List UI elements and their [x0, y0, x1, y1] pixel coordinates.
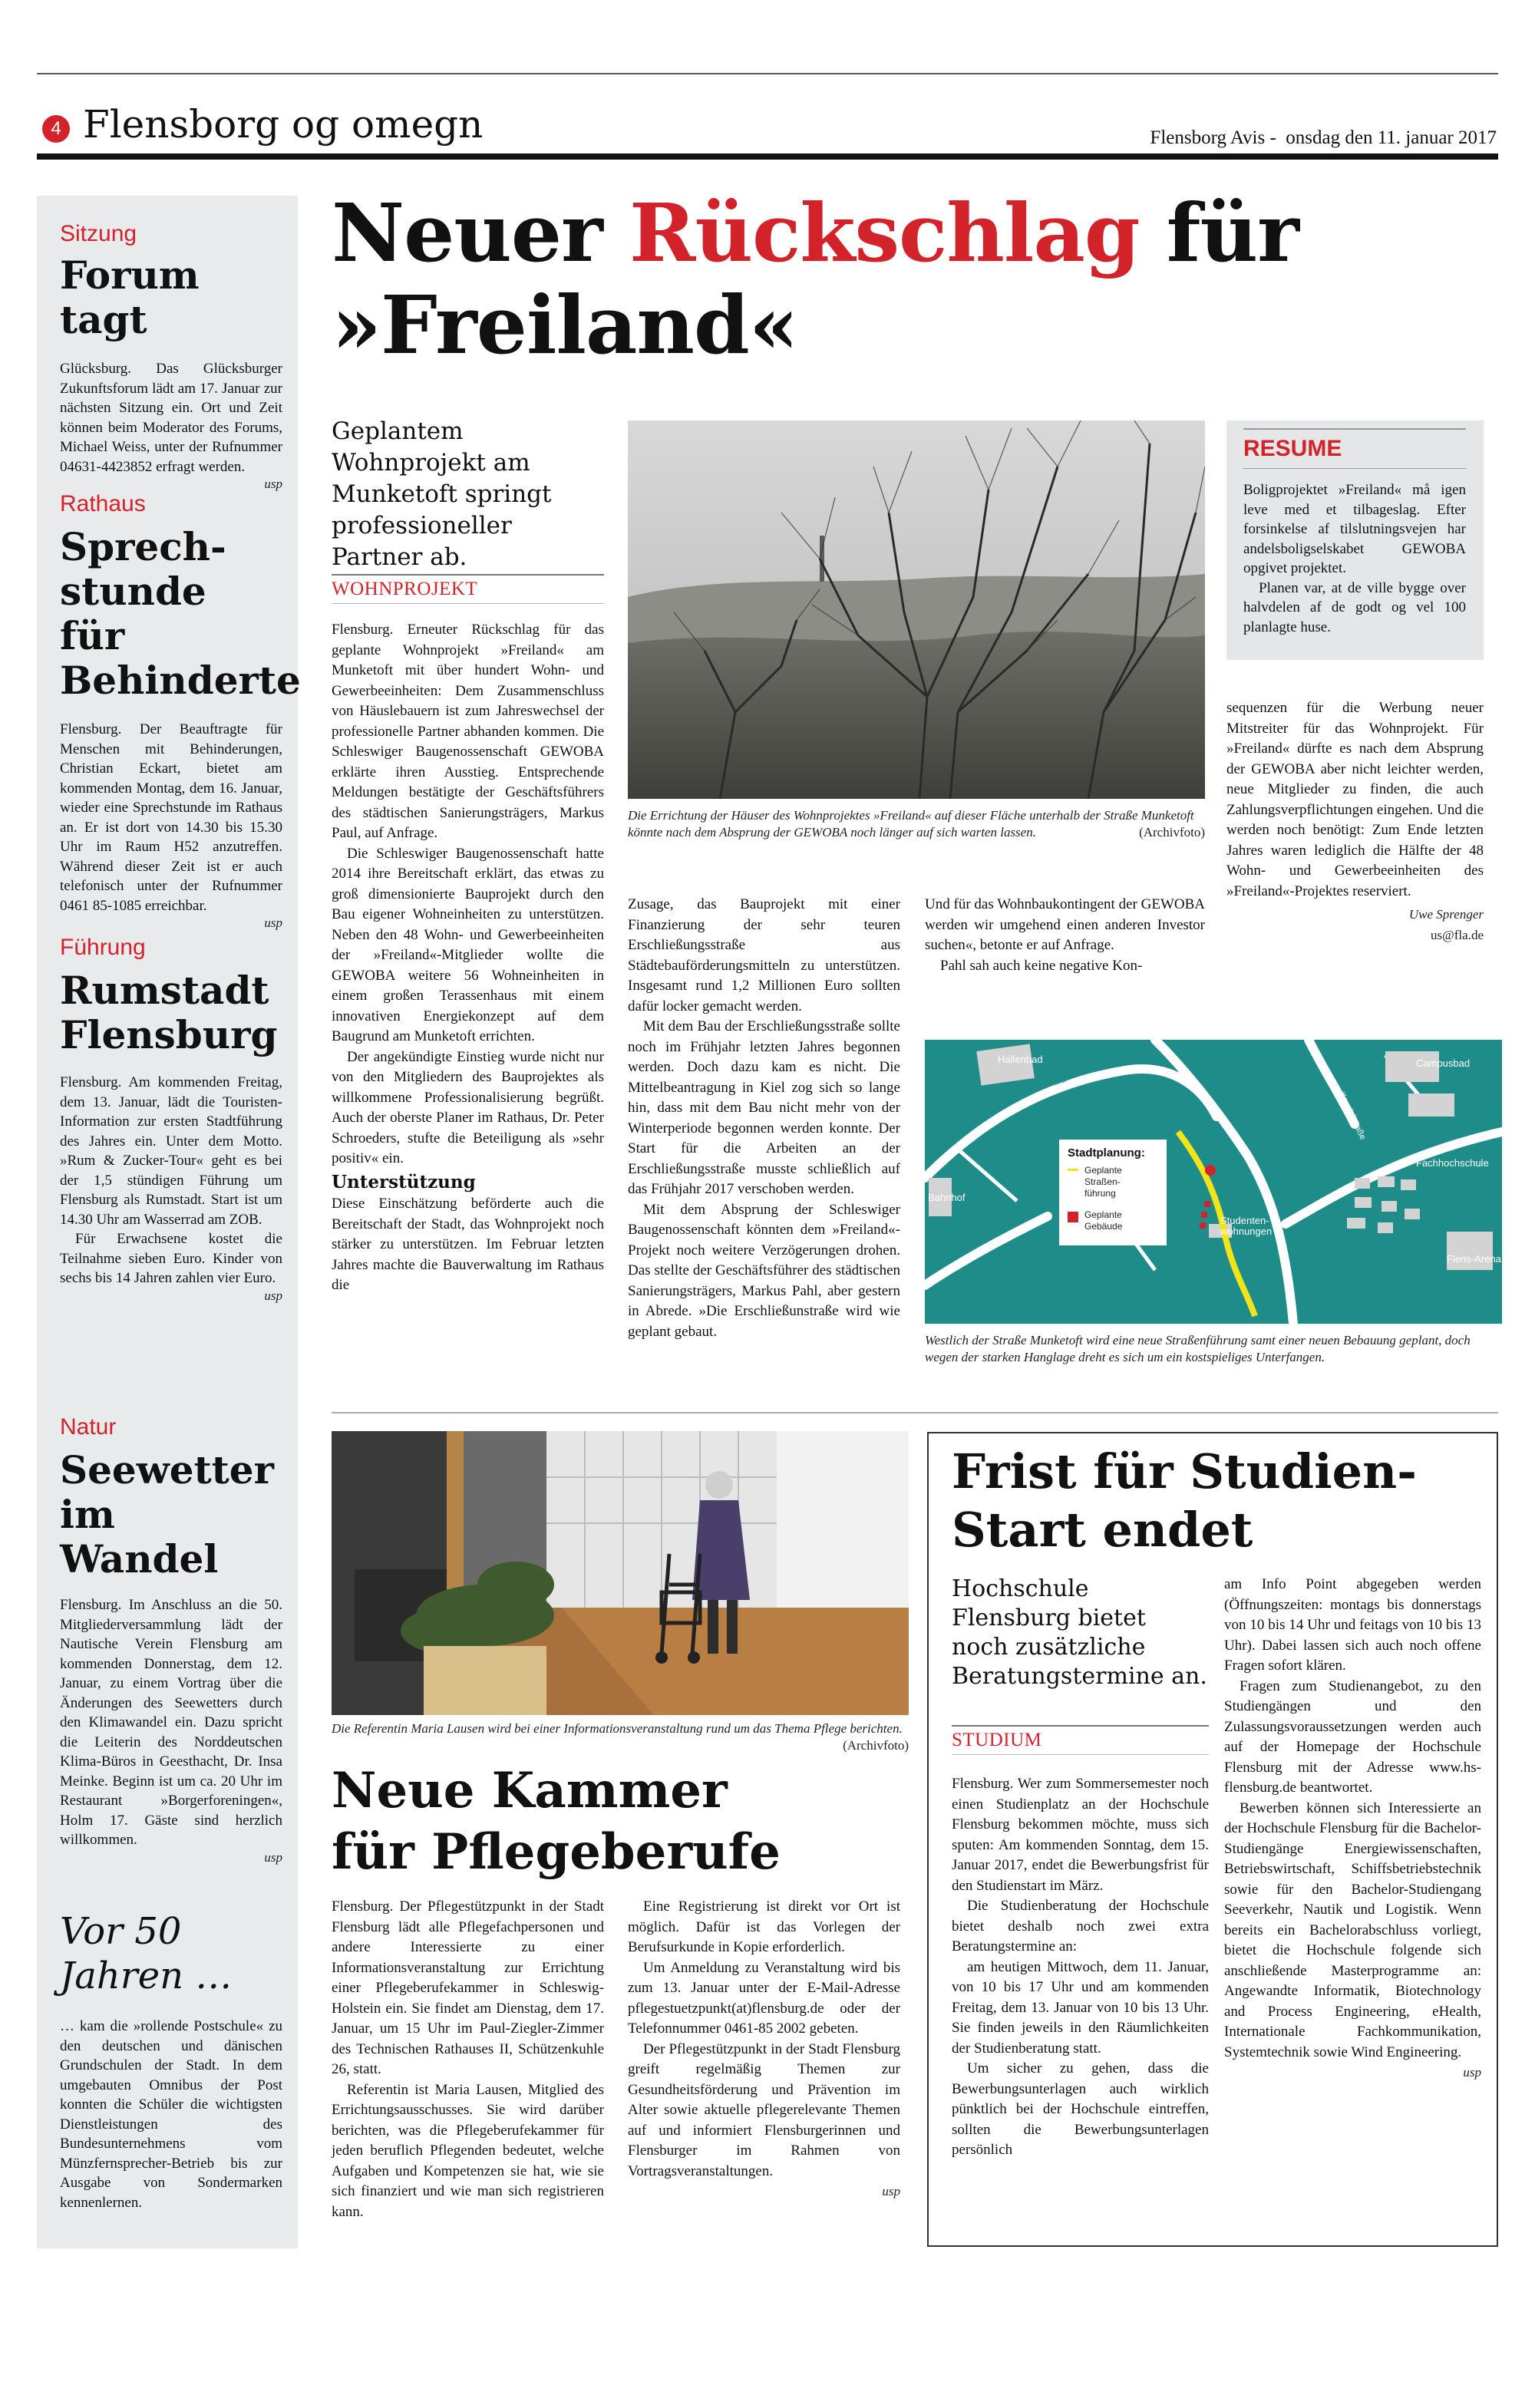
study-col-2: [1224, 1575, 1481, 2083]
label-top-rule: [332, 574, 604, 576]
care-photo-caption-text: Die Referentin Maria Lausen wird bei einer Informationsveranstaltung rund um das Thema Pflege berichten.: [332, 1721, 903, 1736]
sidebar-text: [60, 720, 282, 915]
map-label-flens-arena: Flens-Arena: [1447, 1253, 1501, 1265]
dateline: Flensborg Avis - onsdag den 11. januar 2017: [1150, 127, 1497, 148]
map-legend-title: Stadtplanung:: [1068, 1146, 1145, 1159]
map-label-bahnhof: Bahnhof: [928, 1192, 966, 1203]
sidebar-paragraph: Flensburg. Der Beauftragte für Menschen mit Behinderungen, Christian Eckart, bietet am kommenden Montag, dem 16. Januar, wieder eine Sprechstunde im Rathaus an. Er ist dort von 14.30 bis 15.30 Uhr im Raum H52 anzutreffen. Während dieser Zeit ist er auch telefonisch unter der Rufnummer 0461 85-1085 erreichbar.: [60, 721, 282, 914]
page-number-badge: [42, 115, 70, 143]
study-deck: Hochschule Flensburg bietet noch zusätzliche Beratungstermine an.: [952, 1575, 1207, 1690]
sidebar-signature: usp: [264, 1849, 282, 1865]
lead-paragraph: Und für das Wohnbaukontingent der GEWOBA werden wir umgehend einen anderen Investor suchen«, betonte er auf Anfrage.: [925, 896, 1205, 953]
map-road-label-kanzlei: Kanzleistr.: [1230, 1152, 1252, 1192]
sidebar-item-fuehrung: [60, 935, 282, 1304]
study-paragraph: Bewerben können sich Interessierte an der Hochschule Flensburg für die Bachelor-Studiengänge Energiewissenschaften, Betriebswirtschaft, Schiffsbetriebstechnik sowie für den Bachelor-Studiengang Seeverkehr, Nautik und Logistik. Wenn bereits ein Bachelorabschluss vorliegt, bietet die Hochschule folgende sich anschließende Masterprogramme an: Angewandte Informatik, Biotechnology and Process Engineering, eHealth, Internationale Fachkommunikation, Systemtechnik sowie Wind Engineering.: [1224, 1799, 1481, 2060]
map-road-label-e: Friedrich-Ebert-Str.: [1383, 1130, 1455, 1157]
lead-paragraph: Die Schleswiger Baugenossenschaft hatte 2014 ihre Bereitschaft erklärt, das etwas zu groß dimensionierte Bauprojekt durch den Bau eigener Wohneinheiten zu unterstützen. Neben den 48 Wohn- und Gewerbeeinheiten der »Freiland«-Mitglieder wollte die GEWOBA weitere 56 Wohneinheiten in einem großen Terassenhaus mit einem innovativen Energiekonzept auf dem Baugrund am Munketoft errichten.: [332, 845, 604, 1044]
study-label-top-rule: [952, 1725, 1209, 1727]
lead-headline: [332, 187, 1329, 371]
sidebar-paragraph: Flensburg. Am kommenden Freitag, dem 13. Januar, lädt die Touristen-Information zur ersten Stadtführung des Jahres ein. Unter dem Motto. »Rum & Zucker-Tour« geht es bei der 1,5 stündigen Führung um Flensburg als Rumstadt. Start ist um 14.30 Uhr am Wasserrad am ZOB.: [60, 1074, 282, 1228]
sidebar-kicker: Sitzung: [60, 221, 137, 246]
sidebar-text: [60, 359, 282, 477]
lead-col-1: [332, 620, 604, 1296]
resume-paragraph: Boligprojektet »Freiland« må igen leve med et tilbageslag. Efter forsinkelse af tilslutningsvejen har andelsboligselskabet GEWOBA opgivet projektet.: [1243, 482, 1466, 576]
care-photo: [332, 1431, 909, 1715]
lead-paragraph: Diese Einschätzung beförderte auch die Bereitschaft der Stadt, das Wohnprojekt noch stärker zu unterstützen. Im Februar letzten Jahres machte die Bauverwaltung im Rathaus die: [332, 1196, 604, 1293]
resume-text: [1243, 480, 1466, 637]
sidebar-headline: Forum tagt: [60, 252, 200, 342]
lead-col-2: [628, 895, 900, 1342]
map-legend-road-1: Geplante: [1084, 1165, 1122, 1176]
lead-photo-image: [628, 421, 1205, 799]
map-label-studenten-1: Studenten-: [1220, 1215, 1269, 1226]
vor50-title: Vor 50 Jahren …: [60, 1910, 233, 1997]
lead-paragraph: Mit dem Bau der Erschließungsstraße sollte noch im Frühjahr letzten Jahres begonnen werden. Doch dazu kam es nicht. Die Mittelbeantragung in Kiel zog sich so lange hin, dass mit dem Bau nicht mehr von der Winterperiode begonnen werden konnte. Der Start für die Arbeiten an der Erschließungsstraße musste schließlich auf das Frühjahr 2017 verschoben werden.: [628, 1018, 900, 1197]
care-paragraph: Eine Registrierung ist direkt vor Ort ist möglich. Dafür ist das Vorlegen der Berufsurkunde in Kopie erforderlich.: [628, 1898, 900, 1955]
section-title: Flensborg og omegn: [83, 102, 484, 147]
map-legend-buildings-1: Geplante: [1084, 1209, 1122, 1220]
top-rule: [37, 73, 1498, 74]
sidebar-paragraph: Glücksburg. Das Glücksburger Zukunftsforum lädt am 17. Januar zur nächsten Sitzung ein. Ort und Zeit können beim Moderator des Forums, Michael Weiss, unter der Rufnummer 04631-4423852 erfragt werden.: [60, 361, 282, 475]
care-photo-caption: [332, 1720, 909, 1754]
map-legend-buildings-2: Gebäude: [1084, 1221, 1123, 1232]
care-paragraph: Flensburg. Der Pflegestützpunkt in der Stadt Flensburg lädt alle Pflegefachpersonen und andere Interessierte zu einer Informationsveranstaltung zur Errichtung einer Pflegeberufekammer in Schleswig-Holstein ein. Sie findet am Dienstag, dem 17. Januar, um 15 Uhr im Paul-Ziegler-Zimmer des Technischen Rathauses II, Schützenkuhle 26, statt.: [332, 1898, 604, 2077]
study-label-bottom-rule: [952, 1754, 1209, 1755]
vor50-box: [60, 1909, 282, 2212]
sidebar-kicker: Rathaus: [60, 491, 146, 516]
lead-headline-part2: für: [1139, 186, 1299, 280]
study-headline: Frist für Studien-Start endet: [952, 1443, 1417, 1558]
sidebar-text: [60, 1073, 282, 1288]
sidebar-headline: Seewetter im Wandel: [60, 1447, 274, 1582]
sidebar-signature: usp: [264, 477, 282, 491]
map-legend: [1059, 1140, 1167, 1245]
lead-photo-caption-text: Die Errichtung der Häuser des Wohnprojektes »Freiland« auf dieser Fläche unterhalb der Straße Munketoft könnte nach dem Absprung der GEWOBA noch länger auf sich warten lassen.: [628, 808, 1194, 840]
care-paragraph: Der Pflegestützpunkt in der Stadt Flensburg greift regelmäßig Themen zur Gesundheitsförderung und Prävention im Alter sowie aktuelle pflegerelevante Themen auf und informiert Flensburgerinnen und Flensburger im Rahmen von Vortragsveranstaltungen.: [628, 2040, 900, 2179]
resume-box: [1226, 421, 1484, 660]
lead-col-4: [1226, 698, 1484, 945]
lead-section-label-wrap: [332, 574, 604, 604]
lead-photo-credit: (Archivfoto): [1139, 825, 1205, 840]
sidebar-text: [60, 1595, 282, 1850]
mid-rule: [332, 1412, 1498, 1413]
map-label-hallenbad: Hallenbad: [998, 1054, 1043, 1065]
sidebar-item-natur: [60, 1414, 282, 1865]
sidebar-headline: Sprechstunde für Behinderte: [60, 524, 301, 703]
care-col-2: [628, 1897, 900, 2202]
study-paragraph: Um sicher zu gehen, dass die Bewerbungsunterlagen auch wirklich pünktlich bei der Hochschule eintreffen, sollten die Bewerbungsunterlagen persönlich: [952, 2060, 1209, 2158]
resume-paragraph: Planen var, at de ville bygge over halvdelen af de godt og vel 100 planlagte huse.: [1243, 579, 1466, 635]
resume-title: RESUME: [1243, 436, 1342, 461]
study-section-label: STUDIUM: [952, 1730, 1042, 1750]
page-number: 4: [51, 118, 61, 139]
sidebar-paragraph: Flensburg. Im Anschluss an die 50. Mitgliederversammlung lädt der Nautische Verein Flensburg am kommenden Donnerstag, dem 12. Januar, zu einem Vortrag über die Änderungen des Seewetters durch den Klimawandel ein. Dazu spricht die Leiterin des Norddeutschen Klima-Büros in Geesthacht, Dr. Insa Meinke. Beginn ist um ca. 20 Uhr im Restaurant »Borgerforeningen«, Holm 17. Gäste sind herzlich willkommen.: [60, 1597, 282, 1848]
sidebar-paragraph: Für Erwachsene kostet die Teilnahme sieben Euro. Kinder von sechs bis 14 Jahren zahlen vier Euro.: [60, 1231, 282, 1286]
study-paragraph: Fragen zum Studienangebot, zu den Studiengängen und den Zulassungsvoraussetzungen werden auch auf der Homepage der Hochschule Flensburg mit der Adresse www.hs-flensburg.de beantwortet.: [1224, 1677, 1481, 1796]
sidebar-item-rathaus: [60, 491, 301, 931]
care-col-1: [332, 1897, 604, 2222]
care-photo-image: [332, 1431, 909, 1715]
map-road-label-ne: Kanzleistraße: [1337, 1090, 1368, 1142]
sidebar-item-sitzung: [60, 221, 282, 492]
map-label-studenten-2: wohnungen: [1220, 1225, 1273, 1237]
map-label-fachhochschule: Fachhochschule: [1416, 1157, 1489, 1169]
sidebar-headline: Rumstadt Flensburg: [60, 968, 278, 1057]
lead-col-3: [925, 895, 1205, 976]
map-legend-road-2: Straßen-: [1084, 1176, 1121, 1187]
vor50-text: [60, 2017, 282, 2212]
lead-paragraph: Zusage, das Bauprojekt mit einer Finanzierung der sehr teuren Erschließungsstraße aus Städtebauförderungsmitteln zu unterstützen. Insgesamt rund 1,2 Millionen Euro sollten dafür locker gemacht werden.: [628, 896, 900, 1014]
lead-author: Uwe Sprenger: [1408, 907, 1484, 922]
lead-headline-red: Rückschlag: [629, 186, 1140, 280]
study-paragraph: Die Studienberatung der Hochschule bietet deshalb noch zwei extra Beratungstermine an:: [952, 1898, 1209, 1954]
lead-headline-part1: Neuer: [332, 186, 630, 280]
resume-top-rule: [1243, 428, 1466, 430]
care-paragraph: Referentin ist Maria Lausen, Mitglied des Errichtungsausschusses. Sie wird darüber berichten, was die Pflegeberufekammer für jeden beruflich Pflegenden bedeutet, welche Aufgaben und Kompetenzen sie hat, wie sie sich finanziert und wie man sich registrieren kann.: [332, 2081, 604, 2220]
care-signature: usp: [882, 2184, 900, 2199]
lead-subhead: Unterstützung: [332, 1171, 476, 1192]
map-caption: Westlich der Straße Munketoft wird eine neue Straßenführung samt einer neuen Bebauung geplant, doch wegen der starken Hanglage dreht es sich um ein kostspieliges Unterfangen.: [925, 1333, 1471, 1364]
header-rule: [37, 153, 1498, 160]
lead-paragraph: Pahl sah auch keine negative Kon-: [940, 957, 1143, 974]
lead-photo-caption: [628, 807, 1205, 841]
care-paragraph: Um Anmeldung zu Veranstaltung wird bis zum 13. Januar unter der E-Mail-Adresse pflegestuetzpunkt(at)flensburg.de oder der Telefonnummer 0461-85 2002 gebeten.: [628, 1959, 900, 2037]
lead-paragraph: sequenzen für die Werbung neuer Mitstreiter für das Wohnprojekt. Für »Freiland« dürfte es nach dem Absprung der GEWOBA aber nicht leichter werden, neue Mitglieder zu finden, die auch Zahlungsverpflichtungen eingehen. Und die werden noch benötigt: Zum Ende letzten Jahres waren lediglich die Hälfte der 48 Wohn- und Gewerbeeinheiten des »Freiland«-Projektes reserviert.: [1226, 700, 1484, 899]
sidebar-kicker: Führung: [60, 935, 146, 960]
study-signature: usp: [1463, 2065, 1481, 2080]
map: [925, 1040, 1502, 1324]
map-graphic: [925, 1040, 1502, 1324]
lead-paragraph: Der angekündigte Einstieg wurde nicht nur von den Mitgliedern des Bauprojektes als willkommene Professionalisierung begrüßt. Auch der oberste Planer im Rathaus, Dr. Peter Schroeders, stufte die Beteiligung als »sehr positiv« ein.: [332, 1048, 604, 1166]
lead-paragraph: Mit dem Absprung der Schleswiger Baugenossenschaft könnten dem »Freiland«-Projekt noch weitere Verzögerungen drohen. Das stellte der Geschäftsführer des städtischen Sanierungsträgers, Markus Pahl, aber gestern in Abrede. »Die Erschließunstraße wird wie geplant gebaut.: [628, 1201, 900, 1340]
lead-deck: Geplantem Wohnprojekt am Munketoft springt professioneller Partner ab.: [332, 417, 552, 571]
study-section-label-wrap: [952, 1725, 1209, 1755]
lead-paragraph: Flensburg. Erneuter Rückschlag für das geplante Wohnprojekt »Freiland« am Munketoft mit über hundert Wohn- und Gewerbeeinheiten: Dem Zusammenschluss von Häuslebauern ist zum Jahreswechsel der professionelle Partner abhanden kommen. Die Schleswiger Baugenossenschaft GEWOBA erklärte ihren Ausstieg. Entsprechende Meldungen bestätigte der Geschäftsführers des städtischen Sanierungsträgers, Markus Paul, auf Anfrage.: [332, 622, 604, 841]
care-photo-credit: (Archivfoto): [843, 1738, 909, 1753]
lead-photo: [628, 421, 1205, 799]
study-col-1: [952, 1774, 1209, 2161]
resume-title-rule: [1243, 468, 1466, 469]
lead-headline-line2: »Freiland«: [332, 278, 798, 372]
sidebar-kicker: Natur: [60, 1414, 117, 1440]
lead-section-label: WOHNPROJEKT: [332, 579, 478, 599]
map-legend-road-3: führung: [1084, 1188, 1116, 1199]
sidebar-signature: usp: [264, 915, 282, 930]
map-label-campusbad: Campusbad: [1416, 1057, 1471, 1069]
study-paragraph: am heutigen Mittwoch, dem 11. Januar, von 10 bis 17 Uhr und am kommenden Freitag, dem 13. Januar von 10 bis 13 Uhr. Sie finden jeweils in den Räumlichkeiten der Studienberatung statt.: [952, 1958, 1209, 2057]
label-bottom-rule: [332, 603, 604, 604]
vor50-paragraph: … kam die »rollende Postschule« zu den deutschen und dänischen Grundschulen der Stadt. In dem umgebauten Omnibus der Post konnten die Schüler die wichtigsten Dienstleistungen des Bundesunternehmens vom Münzfernsprecher-Betrieb bis zur Ausgabe von Sondermarken kennenlernen.: [60, 2018, 282, 2211]
study-paragraph: am Info Point abgegeben werden (Öffnungszeiten: montags bis donnerstags von 10 bis 14 Uhr und feitags von 10 bis 13 Uhr). Dabei lassen sich auch noch offene Fragen sofort klären.: [1224, 1576, 1481, 1674]
lead-author-email: us@fla.de: [1431, 927, 1484, 942]
map-road-label-munketoft: Munketoft: [1052, 1065, 1091, 1088]
care-headline: Neue Kammer für Pflegeberufe: [332, 1762, 781, 1881]
sidebar-signature: usp: [264, 1288, 282, 1303]
study-paragraph: Flensburg. Wer zum Sommersemester noch einen Studienplatz an der Hochschule Flensburg bekommen möchte, muss sich sputen: Am kommenden Sonntag, dem 15. Januar 2017, endet die Bewerbungsfrist für den Studienstart im März.: [952, 1776, 1209, 1894]
